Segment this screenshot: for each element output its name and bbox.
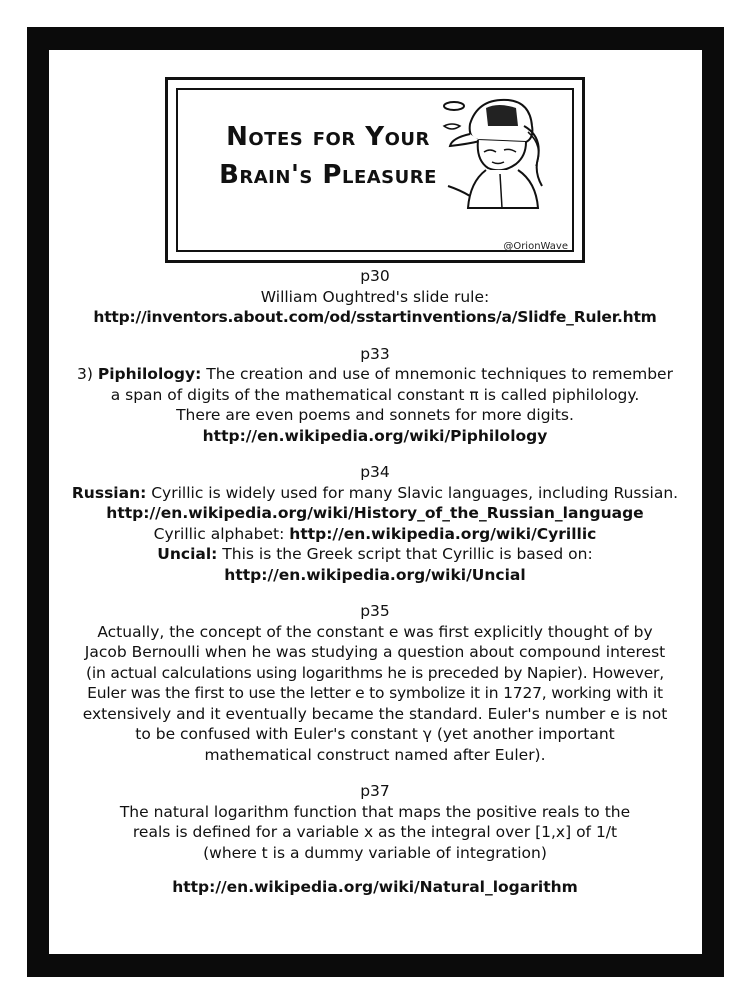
note-line: William Oughtred's slide rule: bbox=[260, 287, 490, 306]
reference-link[interactable]: http://en.wikipedia.org/wiki/Piphilology bbox=[202, 426, 548, 445]
note-line: reals is defined for a variable x as the integral over [1,x] of 1/t bbox=[132, 823, 618, 841]
note-line: Actually, the concept of the constant e was first explicitly thought of by bbox=[97, 622, 653, 641]
page-label: p37 bbox=[360, 782, 390, 800]
list-number: 3) bbox=[77, 365, 98, 383]
page-label: p34 bbox=[360, 463, 390, 481]
note-line bbox=[60, 544, 690, 565]
signature: @OrionWave bbox=[503, 241, 568, 252]
note-text: The creation and use of mnemonic techniques to remember bbox=[201, 365, 673, 383]
note-line: Euler was the first to use the letter e to symbolize it in 1727, working with it bbox=[87, 684, 663, 702]
note-line: There are even poems and sonnets for more digits. bbox=[176, 406, 574, 424]
title-line-1: Notes for Your bbox=[226, 122, 430, 152]
note-text: Cyrillic is widely used for many Slavic languages, including Russian. bbox=[146, 483, 679, 502]
character-doodle-icon bbox=[430, 86, 560, 216]
note-line: (in actual calculations using logarithms he is preceded by Napier). However, bbox=[86, 663, 664, 682]
reference-link[interactable]: http://en.wikipedia.org/wiki/History_of_the_Russian_language bbox=[106, 504, 644, 522]
note-text: Cyrillic alphabet: bbox=[153, 524, 290, 543]
note-line bbox=[60, 364, 690, 385]
section-p30 bbox=[60, 266, 690, 328]
page-label: p33 bbox=[360, 344, 390, 363]
note-line: extensively and it eventually became the standard. Euler's number e is not bbox=[82, 704, 668, 723]
title-line-2: Brain's Pleasure bbox=[219, 160, 437, 190]
note-line: to be confused with Euler's constant γ (yet another important bbox=[135, 725, 615, 743]
section-p34 bbox=[60, 462, 690, 585]
reference-link[interactable]: http://en.wikipedia.org/wiki/Cyrillic bbox=[289, 524, 597, 543]
reference-link[interactable]: http://inventors.about.com/od/sstartinventions/a/Slidfe_Ruler.htm bbox=[93, 308, 657, 326]
page-title bbox=[198, 118, 458, 194]
note-line: The natural logarithm function that maps the positive reals to the bbox=[119, 802, 631, 821]
notes-content bbox=[60, 266, 690, 914]
term-uncial: Uncial: bbox=[157, 545, 218, 563]
note-line: Jacob Bernoulli when he was studying a question about compound interest bbox=[84, 643, 666, 661]
note-line: (where t is a dummy variable of integration) bbox=[203, 843, 547, 862]
term-piphilology: Piphilology: bbox=[97, 365, 202, 383]
note-line bbox=[60, 483, 690, 504]
spacer bbox=[60, 863, 690, 877]
reference-link[interactable]: http://en.wikipedia.org/wiki/Natural_logarithm bbox=[172, 878, 578, 896]
title-box bbox=[165, 77, 585, 263]
note-line: mathematical construct named after Euler). bbox=[204, 745, 546, 764]
term-russian: Russian: bbox=[71, 483, 147, 502]
section-p35 bbox=[60, 601, 690, 765]
section-p37 bbox=[60, 781, 690, 898]
reference-link[interactable]: http://en.wikipedia.org/wiki/Uncial bbox=[224, 565, 526, 584]
page-label: p35 bbox=[360, 602, 390, 620]
page-label: p30 bbox=[360, 267, 390, 285]
section-p33 bbox=[60, 344, 690, 447]
note-line: a span of digits of the mathematical constant π is called piphilology. bbox=[110, 385, 640, 404]
note-text: This is the Greek script that Cyrillic is based on: bbox=[217, 545, 593, 563]
note-line bbox=[60, 524, 690, 545]
